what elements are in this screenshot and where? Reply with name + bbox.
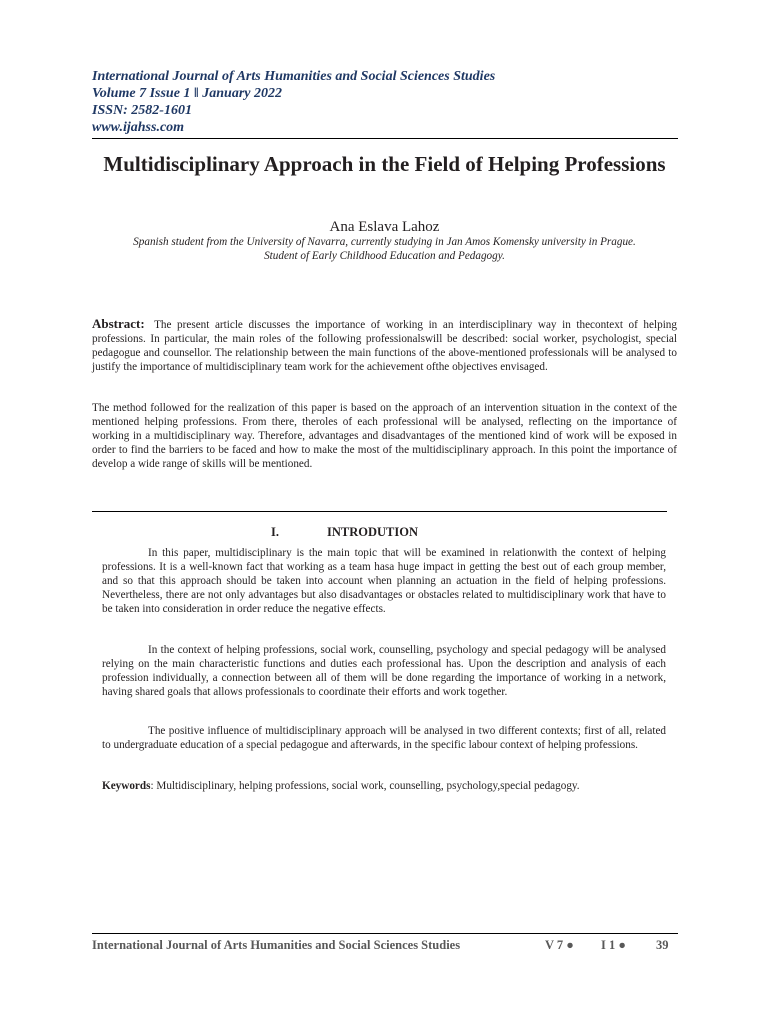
affiliation-line-1: Spanish student from the University of Navarra, currently studying in Jan Amos Komensky university in Prague. (133, 236, 636, 248)
footer-issue: I 1 ● (601, 938, 626, 952)
keywords-label: Keywords (102, 780, 151, 792)
intro-paragraph-2: In the context of helping professions, social work, counselling, psychology and special pedagogy will be analysed relying on the main characteristic functions and duties each professional has. Upon the description and analysis of each profession individually, a connection between all of them will be done regarding the importance of working in a network, having shared goals that allows professionals to coordinate their efforts and work together. (102, 644, 666, 698)
journal-website[interactable]: www.ijahss.com (92, 120, 185, 135)
intro-paragraph-3: The positive influence of multidisciplinary approach will be analysed in two different contexts; first of all, related to undergraduate education of a special pedagogue and afterwards, in the specific labour context of helping professions. (102, 725, 666, 751)
abstract-text: The present article discusses the importance of working in an interdisciplinary way in thecontext of helping professions. In particular, the main roles of the following professionalswill be described: social worker, psychologist, special pedagogue and counsellor. The relationship between the main functions of the above-mentioned professionals will be analysed to justify the importance of multidisciplinary team work for the achievement ofthe objectives envisaged. (92, 319, 677, 373)
journal-header (92, 68, 682, 136)
abstract-paragraph (92, 317, 677, 374)
section-title: INTRODUTION (327, 525, 418, 539)
paper-title: Multidisciplinary Approach in the Field of Helping Professions (103, 152, 666, 176)
abstract-label: Abstract: (92, 316, 145, 331)
paper-author: Ana Eslava Lahoz (329, 219, 440, 235)
section-rule (92, 511, 667, 512)
section-number: I. (271, 525, 279, 539)
author-affiliation (92, 236, 677, 263)
method-paragraph: The method followed for the realization of this paper is based on the approach of an intervention situation in the context of the mentioned helping professions. From there, theroles of each professional will be analysed, reflecting on the importance of working in a multidisciplinary way. Therefore, advantages and disadvantages of the mentioned kind of work will be exposed in order to find the barriers to be faced and how to make the most of the multidisciplinary approach. In this point the importance of develop a wide range of skills will be mentioned. (92, 402, 677, 470)
intro-paragraph-1: In this paper, multidisciplinary is the main topic that will be examined in relationwith the context of helping professions. It is a well-known fact that working as a team hasa huge impact in getting the best out of each group member, and so that this approach should be taken into account when planning an actuation in the field of helping professions. Nevertheless, there are not only advantages but also disadvantages or obstacles related to multidisciplinary work that have to be taken into consideration in order reduce the negative effects. (102, 547, 666, 615)
keywords-line (102, 779, 666, 793)
footer-rule (92, 933, 678, 934)
header-rule (92, 138, 678, 139)
journal-issn: ISSN: 2582-1601 (92, 103, 192, 118)
footer-journal: International Journal of Arts Humanities and Social Sciences Studies (92, 938, 461, 952)
affiliation-line-2: Student of Early Childhood Education and Pedagogy. (264, 249, 505, 262)
keywords-text: : Multidisciplinary, helping professions, social work, counselling, psychology,special pedagogy. (150, 780, 580, 792)
footer-page-number: 39 (656, 938, 669, 952)
journal-name: International Journal of Arts Humanities and Social Sciences Studies (92, 69, 496, 84)
journal-volume: Volume 7 Issue 1 ‖ January 2022 (92, 86, 282, 101)
footer-volume: V 7 ● (545, 938, 574, 952)
